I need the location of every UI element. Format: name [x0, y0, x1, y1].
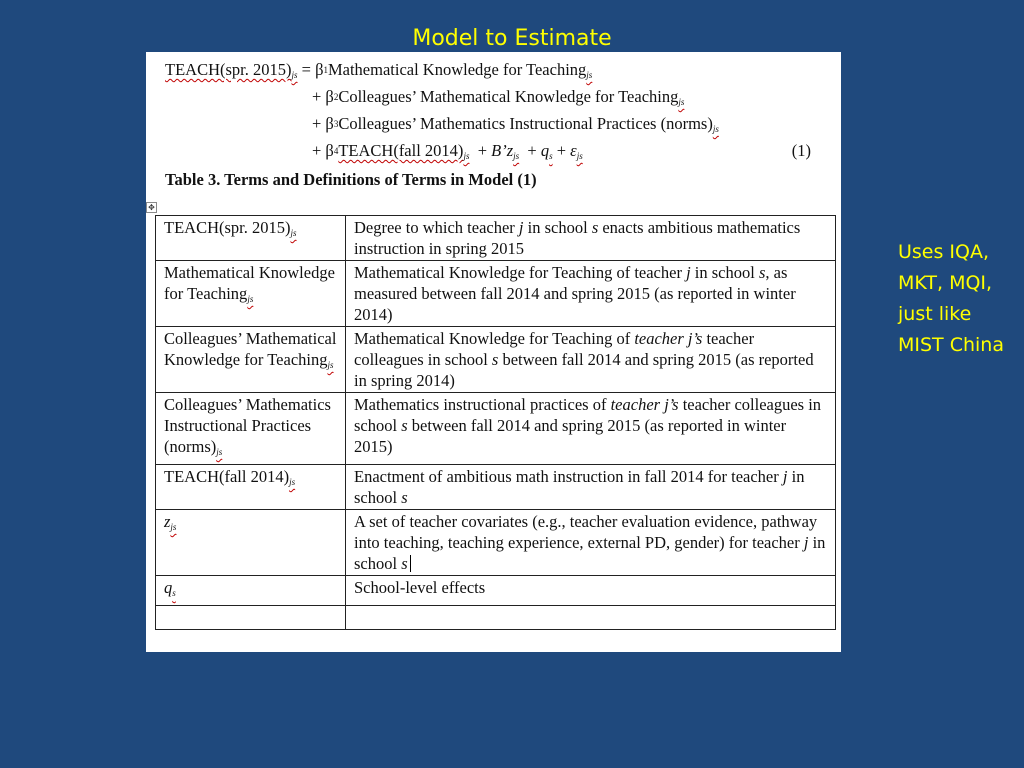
beta-index-3: 3: [333, 119, 339, 129]
beta-index-1: 1: [323, 65, 328, 75]
equation-plus-beta-3: + β: [312, 114, 334, 133]
definition-text: between fall 2014 and spring 2015 (as reported in winter 2015): [354, 416, 787, 456]
definition-text: in school: [523, 218, 592, 237]
equation-beta-z: B’z: [491, 141, 514, 160]
term-subscript: s: [172, 588, 176, 598]
definition-text: Enactment of ambitious math instruction in fall 2014 for teacher: [354, 467, 783, 486]
definition-variable: j: [686, 263, 691, 282]
term-subscript: js: [247, 294, 254, 304]
equation-epsilon: ε: [570, 141, 577, 160]
equation-term-2-subscript: js: [678, 97, 685, 107]
equation-line-2: [165, 86, 835, 113]
definition-cell: [346, 261, 836, 327]
equation-term-1-subscript: js: [586, 70, 593, 80]
definition-cell: [346, 606, 836, 630]
equation-plus-2: +: [519, 141, 541, 160]
term-cell: [156, 606, 346, 630]
definition-cell: [346, 576, 836, 606]
definition-text: Degree to which teacher: [354, 218, 519, 237]
table-row: [156, 465, 836, 510]
definition-variable: j: [782, 467, 788, 486]
table-row: [156, 576, 836, 606]
equation-line-3: [165, 113, 835, 140]
equation-term-3: Colleagues’ Mathematics Instructional Practices (norms): [338, 114, 713, 133]
equation-term-2: Colleagues’ Mathematical Knowledge for Teaching: [338, 87, 679, 106]
term-label: Mathematical Knowledge for Teaching: [164, 263, 335, 303]
definition-variable: s: [401, 554, 408, 573]
definition-text: teacher colleagues in school: [354, 395, 822, 435]
definition-variable: teacher j’s: [610, 395, 679, 414]
definition-variable: s: [758, 263, 766, 282]
side-note: Uses IQA, MKT, MQI, just like MIST China: [898, 241, 1004, 356]
term-cell: [156, 510, 346, 576]
definition-text: , as measured between fall 2014 and spring 2015 (as reported in winter 2014): [354, 263, 796, 324]
table-row: [156, 510, 836, 576]
definition-cell: [346, 216, 836, 261]
equation-epsilon-subscript: js: [576, 151, 583, 161]
definition-text: Mathematics instructional practices of: [354, 395, 611, 414]
equation-line-4: [165, 140, 835, 167]
term-subscript: js: [290, 228, 297, 238]
terms-table: [155, 215, 836, 630]
definition-variable: j: [518, 218, 524, 237]
term-label: z: [164, 512, 171, 531]
definition-cell: [346, 510, 836, 576]
definition-variable: s: [491, 350, 499, 369]
table-row: [156, 327, 836, 393]
term-label: Colleagues’ Mathematical Knowledge for Teaching: [164, 329, 337, 369]
definition-cell: [346, 465, 836, 510]
equation-line-1: [165, 59, 835, 86]
equation-equals-beta: = β: [297, 60, 324, 79]
table-row: [156, 261, 836, 327]
term-cell: [156, 576, 346, 606]
equation-term-4-subscript: js: [463, 151, 470, 161]
term-label: q: [164, 578, 173, 597]
definition-variable: teacher j’s: [634, 329, 703, 348]
equation-term-1: Mathematical Knowledge for Teaching: [327, 60, 587, 79]
definition-text: in school: [690, 263, 759, 282]
table-row-cutoff: [156, 606, 836, 630]
document-image: [146, 52, 841, 652]
term-label: TEACH(fall 2014): [164, 467, 290, 486]
term-cell: [156, 216, 346, 261]
definition-text: teacher colleagues in school: [354, 329, 755, 369]
equation-term-3-subscript: js: [712, 124, 719, 134]
definition-text: enacts ambitious mathematics instruction in spring 2015: [354, 218, 801, 258]
term-cell: [156, 327, 346, 393]
term-cell: [156, 465, 346, 510]
definition-cell: [346, 393, 836, 465]
equation-plus-beta-4: + β: [312, 141, 334, 160]
term-cell: [156, 393, 346, 465]
definition-text: between fall 2014 and spring 2015 (as reported in spring 2014): [354, 350, 814, 390]
beta-index-4: 4: [333, 146, 339, 156]
definition-text: School-level effects: [354, 578, 486, 597]
definition-text: in school: [354, 533, 826, 573]
term-subscript: js: [216, 447, 223, 457]
definition-variable: j: [803, 533, 809, 552]
term-subscript: js: [289, 477, 296, 487]
definition-text: in school: [354, 467, 805, 507]
equation-plus-3: +: [552, 141, 571, 160]
equation-term-4: TEACH(fall 2014): [338, 141, 464, 160]
equation-lhs: TEACH(spr. 2015): [165, 60, 292, 79]
text-cursor: [410, 555, 412, 572]
equation-q-subscript: s: [549, 151, 553, 161]
definition-text: Mathematical Knowledge for Teaching of: [354, 329, 635, 348]
equation-q: q: [540, 141, 550, 160]
definition-text: A set of teacher covariates (e.g., teacher evaluation evidence, pathway into teaching, teaching experience, external PD, gender) for teacher: [354, 512, 818, 552]
table-row: [156, 216, 836, 261]
beta-index-2: 2: [333, 92, 339, 102]
definition-variable: s: [401, 488, 408, 507]
term-subscript: js: [327, 360, 334, 370]
model-equation: [165, 59, 835, 167]
term-cell: [156, 261, 346, 327]
definition-variable: s: [591, 218, 599, 237]
table-caption: Table 3. Terms and Definitions of Terms in Model (1): [165, 170, 537, 189]
equation-z-subscript: js: [513, 151, 520, 161]
term-label: TEACH(spr. 2015): [164, 218, 291, 237]
definition-cell: [346, 327, 836, 393]
equation-plus-beta-2: + β: [312, 87, 334, 106]
term-subscript: js: [170, 522, 177, 532]
table-row: [156, 393, 836, 465]
definition-variable: s: [401, 416, 408, 435]
term-label: Colleagues’ Mathematics Instructional Practices (norms): [164, 395, 331, 456]
slide-title: Model to Estimate: [412, 26, 612, 51]
equation-plus-1: +: [469, 141, 492, 160]
definition-text: Mathematical Knowledge for Teaching of teacher: [354, 263, 687, 282]
move-handle-icon[interactable]: ✥: [146, 202, 157, 213]
equation-lhs-subscript: js: [291, 70, 298, 80]
equation-number: (1): [791, 141, 811, 160]
